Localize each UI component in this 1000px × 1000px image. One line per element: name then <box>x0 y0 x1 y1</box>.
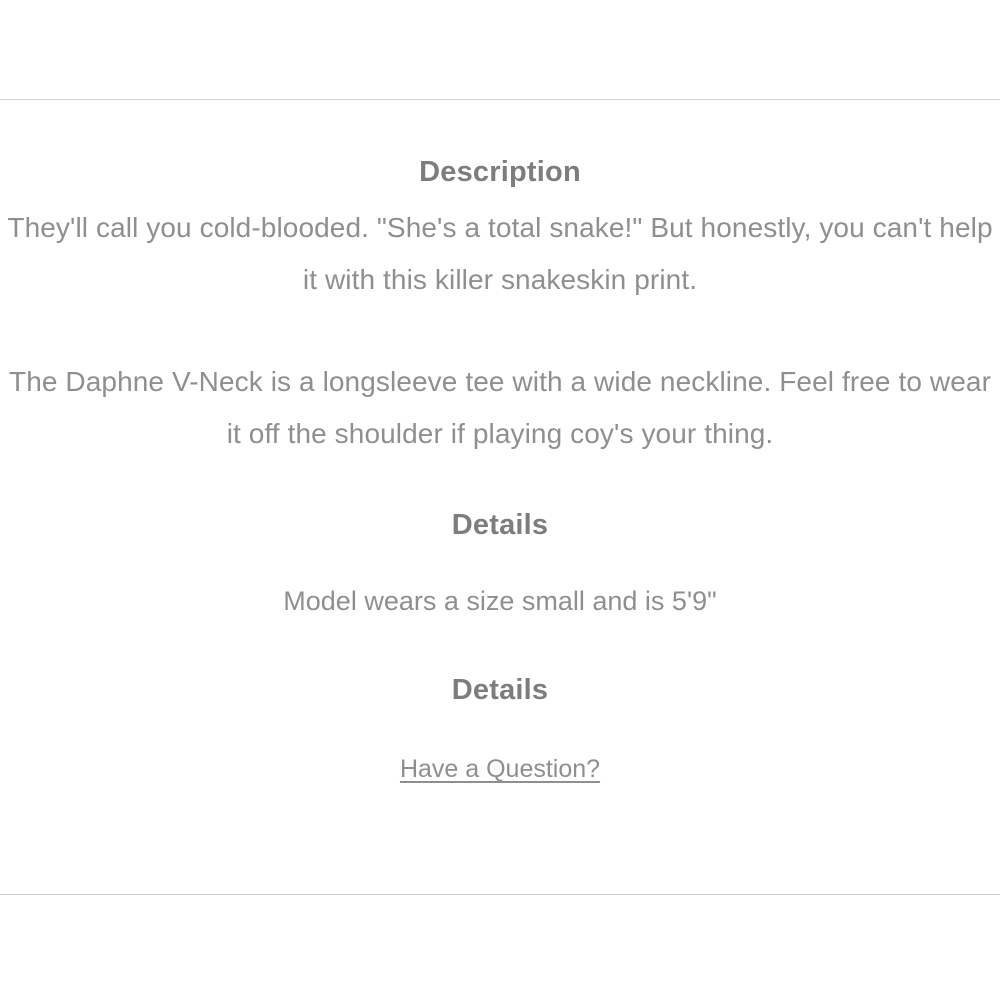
panel-content <box>0 99 1000 894</box>
description-heading: Description <box>419 156 581 188</box>
bottom-divider <box>0 894 1000 895</box>
details-model-info: Model wears a size small and is 5'9" <box>283 585 717 616</box>
details-heading-primary: Details <box>451 508 549 541</box>
details-heading-secondary: Details <box>451 673 549 706</box>
have-a-question-link[interactable]: Have a Question? <box>399 755 601 784</box>
question-link-container <box>6 755 994 784</box>
description-paragraph-2: The Daphne V-Neck is a longsleeve tee with a wide neckline. Feel free to wear it off the shoulder if playing coy's your thing. <box>9 365 991 449</box>
description-paragraph-1: They'll call you cold-blooded. "She's a total snake!" But honestly, you can't help it with this killer snakeskin print. <box>7 211 993 295</box>
